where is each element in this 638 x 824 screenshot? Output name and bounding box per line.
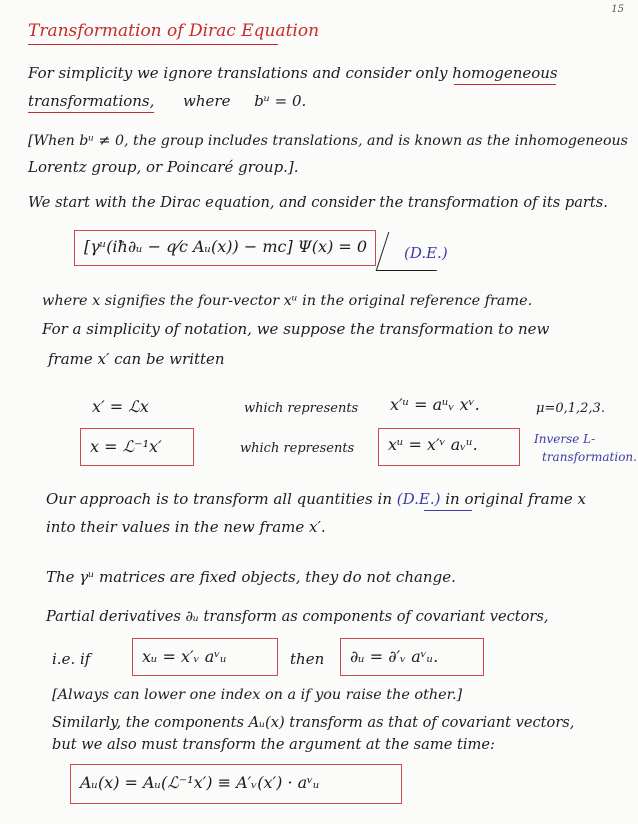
page-number: 15 (611, 4, 624, 15)
homogeneous-word: homogeneous (452, 64, 558, 82)
approach-text: Our approach is to transform all quantities in (46, 490, 392, 508)
index-range: μ=0,1,2,3. (536, 401, 605, 416)
where-line-3: frame x′ can be written (48, 350, 225, 368)
start-line: We start with the Dirac equation, and consider the transformation of its parts. (28, 194, 608, 211)
page-title: Transformation of Dirac Equation (28, 21, 320, 41)
dirac-equation: [γᵘ(iħ∂ᵤ − q⁄c Aᵤ(x)) − mc] Ψ(x) = 0 (84, 237, 368, 256)
title-underline (28, 44, 278, 45)
inverse-transform: x = ℒ⁻¹x′ (90, 437, 162, 456)
approach-line-2: into their values in the new frame x′. (46, 518, 326, 536)
forward-which-text: which represents (244, 401, 359, 416)
equation-label-bracket (376, 232, 450, 271)
inverse-components: xᵘ = x′ᵛ aᵥᵘ. (388, 435, 478, 454)
inverse-note-2: transformation. (542, 450, 637, 464)
always-line: [Always can lower one index on a if you raise the other.] (52, 687, 463, 703)
intro-text: For simplicity we ignore translations and consider only (28, 64, 448, 82)
where-word: where (183, 92, 231, 110)
de-ref-underline (424, 510, 472, 511)
transformations-underline (28, 112, 154, 113)
transformations-word: transformations, (28, 92, 155, 110)
intro-line-2 (28, 92, 306, 110)
forward-components: x′ᵘ = aᵘᵥ xᵛ. (390, 395, 480, 414)
where-line-1: where x signifies the four-vector xᵘ in the original reference frame. (42, 293, 533, 309)
bracket-note-line-1: [When bᵘ ≠ 0, the group includes translations, and is known as the inhomogeneous (28, 133, 628, 149)
gamma-line: The γᵘ matrices are fixed objects, they do not change. (46, 568, 456, 586)
partial-derivative-eq: ∂ᵤ = ∂′ᵥ aᵛᵤ. (350, 647, 439, 666)
bracket-note-line-2: Lorentz group, or Poincaré group.]. (28, 158, 299, 176)
inverse-which-text: which represents (240, 441, 355, 456)
dirac-equation-label: (D.E.) (404, 244, 448, 262)
where-line-2: For a simplicity of notation, we suppose the transformation to new (42, 320, 550, 338)
approach-line-1 (46, 490, 586, 508)
vector-potential-eq: Aᵤ(x) = Aᵤ(ℒ⁻¹x′) ≡ A′ᵥ(x′) · aᵛᵤ (80, 773, 320, 792)
inverse-note-1: Inverse L- (534, 432, 596, 446)
ie-if: i.e. if (52, 650, 91, 668)
similarly-line-1: Similarly, the components Aᵤ(x) transform as that of covariant vectors, (52, 714, 575, 731)
approach-text-end: in original frame x (445, 490, 587, 508)
approach-de-ref: (D.E.) (396, 490, 441, 508)
b-condition: bᵘ = 0. (254, 92, 307, 110)
then-word: then (290, 650, 325, 668)
homogeneous-underline (454, 84, 556, 85)
forward-transform: x′ = ℒx (92, 397, 149, 416)
similarly-line-2: but we also must transform the argument at the same time: (52, 736, 495, 753)
intro-line-1 (28, 64, 558, 82)
covariant-coord-eq: xᵤ = x′ᵥ aᵛᵤ (142, 647, 227, 666)
partial-line: Partial derivatives ∂ᵤ transform as components of covariant vectors, (46, 608, 549, 625)
